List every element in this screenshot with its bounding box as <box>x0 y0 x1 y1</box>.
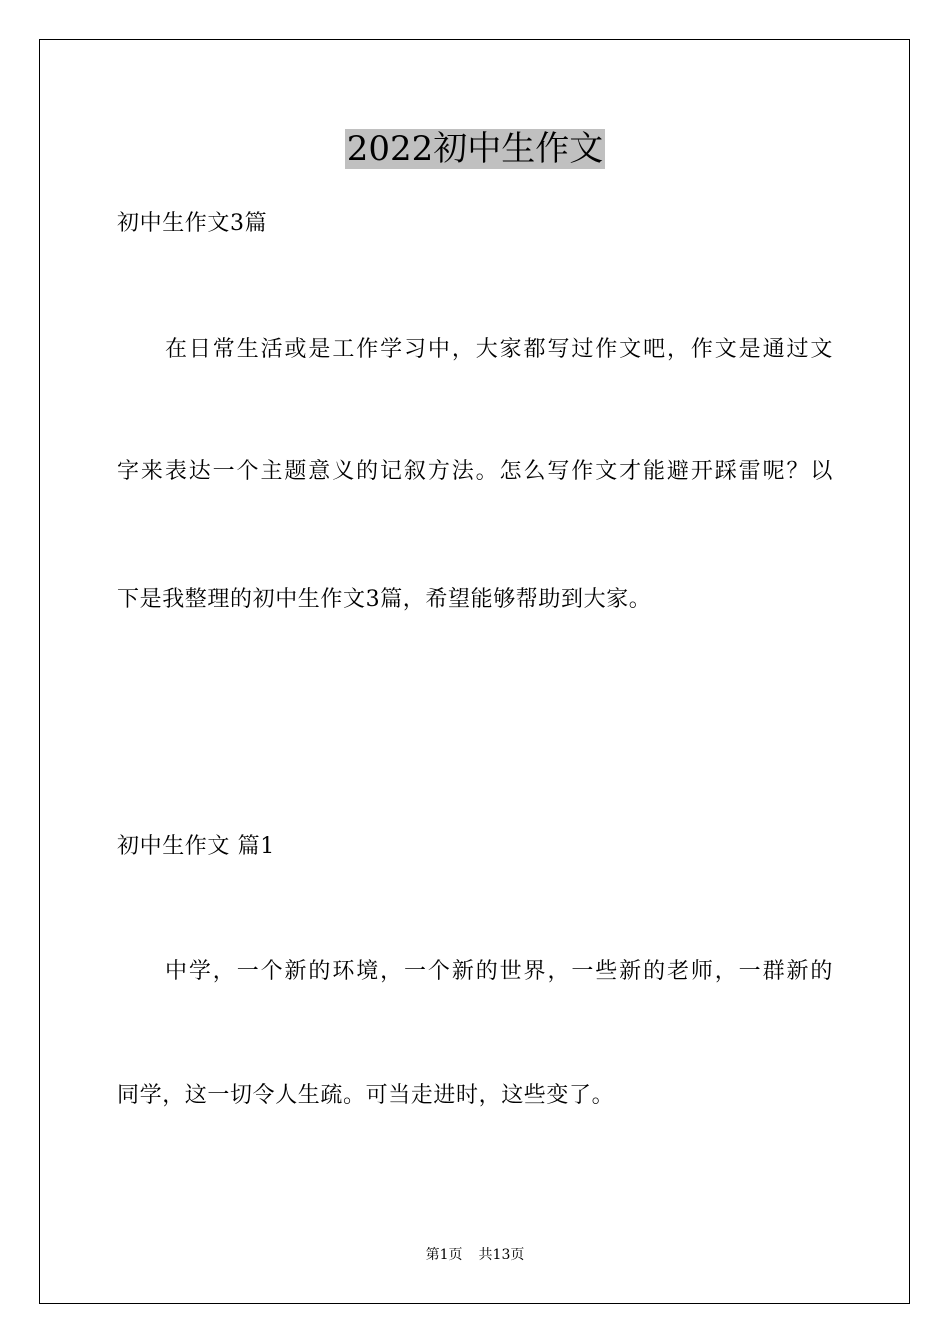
page-footer <box>0 1245 950 1265</box>
intro-heading: 初中生作文3篇 <box>117 211 268 236</box>
document-title <box>0 128 950 170</box>
page-total: 共13页 <box>478 1247 525 1263</box>
section-heading: 初中生作文 篇1 <box>117 834 275 859</box>
intro-paragraph-line-3: 下是我整理的初中生作文3篇，希望能够帮助到大家。 <box>117 587 652 612</box>
section-paragraph-line-2: 同学，这一切令人生疏。可当走进时，这些变了。 <box>117 1083 615 1108</box>
section-paragraph-line-1: 中学，一个新的环境，一个新的世界，一些新的老师，一群新的 <box>165 959 833 984</box>
intro-paragraph-line-2: 字来表达一个主题意义的记叙方法。怎么写作文才能避开踩雷呢？以 <box>117 459 833 484</box>
intro-paragraph-line-1: 在日常生活或是工作学习中，大家都写过作文吧，作文是通过文 <box>165 337 833 362</box>
page-number: 第1页 <box>425 1247 463 1263</box>
document-title-text: 2022初中生作文 <box>346 129 604 169</box>
